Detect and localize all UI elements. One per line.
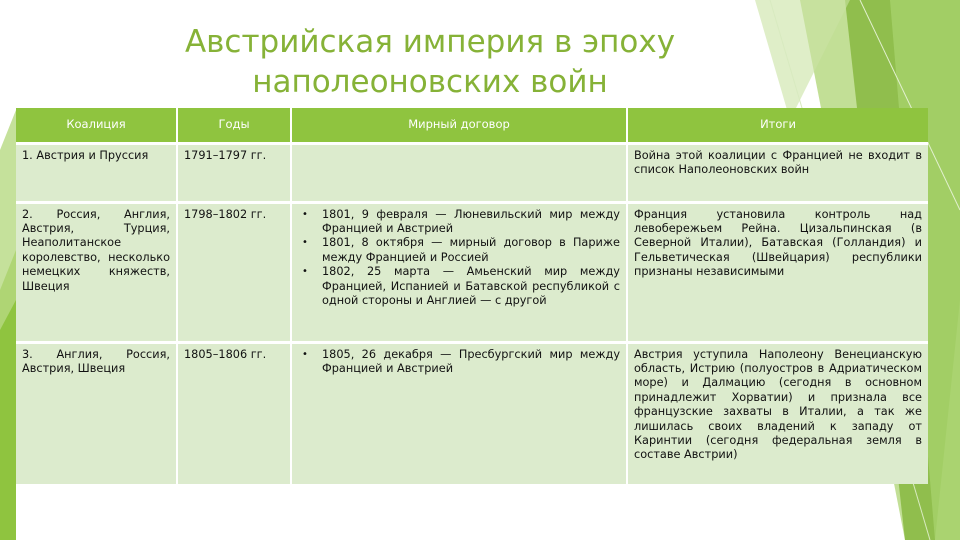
header-results: Итоги (627, 108, 928, 143)
bullet-icon: • (302, 348, 308, 360)
cell-years: 1805–1806 гг. (177, 342, 291, 484)
treaty-text: 1805, 26 декабря — Пресбургский мир между Францией и Австрией (322, 347, 620, 375)
slide-title-line-2: наполеоновских войн (252, 64, 608, 100)
cell-coalition: 2. Россия, Англия, Австрия, Турция, Неаполитанское королевство, несколько немецких княжеств, Швеция (16, 202, 177, 342)
table-header-row (16, 108, 928, 143)
slide-title-line-1: Австрийская империя в эпоху (184, 24, 676, 60)
list-item (298, 236, 620, 265)
cell-years: 1791–1797 гг. (177, 143, 291, 202)
treaty-list (298, 348, 620, 377)
cell-coalition: 1. Австрия и Пруссия (16, 143, 177, 202)
table-row (16, 143, 928, 202)
treaty-text: 1801, 8 октября — мирный договор в Париже между Францией и Россией (322, 236, 620, 264)
cell-treaties (291, 342, 627, 484)
header-coalition: Коалиция (16, 108, 177, 143)
table-row (16, 202, 928, 342)
bullet-icon: • (302, 208, 308, 220)
slide-title (160, 22, 700, 102)
cell-treaties (291, 143, 627, 202)
bullet-icon: • (302, 266, 308, 278)
cell-years: 1798–1802 гг. (177, 202, 291, 342)
cell-result: Австрия уступила Наполеону Венецианскую область, Истрию (полуостров в Адриатическом море) и Далмацию (сегодня в основном принадлежит Хорватии) и признала все французские захваты в Италии, а так же лишилась своих владений к западу от Каринтии (сегодня федеральная земля в составе Австрии) (627, 342, 928, 484)
treaty-text: 1801, 9 февраля — Люневильский мир между Францией и Австрией (322, 207, 620, 235)
list-item (298, 348, 620, 377)
coalitions-table (16, 108, 928, 484)
treaty-text: 1802, 25 марта — Амьенский мир между Францией, Испанией и Батавской республикой с одной стороны и Англией — с другой (322, 265, 620, 307)
list-item (298, 265, 620, 308)
cell-treaties (291, 202, 627, 342)
cell-result: Война этой коалиции с Францией не входит в список Наполеоновских войн (627, 143, 928, 202)
cell-result: Франция установила контроль над левобережьем Рейна. Цизальпинская (в Северной Италии), Батавская (Голландия) и Гельветическая (Швейцария) республики признаны независимыми (627, 202, 928, 342)
list-item (298, 208, 620, 237)
header-years: Годы (177, 108, 291, 143)
header-treaty: Мирный договор (291, 108, 627, 143)
table-row (16, 342, 928, 484)
left-facet-light (0, 110, 16, 330)
cell-coalition: 3. Англия, Россия, Австрия, Швеция (16, 342, 177, 484)
treaty-list (298, 208, 620, 309)
bullet-icon: • (302, 237, 308, 249)
